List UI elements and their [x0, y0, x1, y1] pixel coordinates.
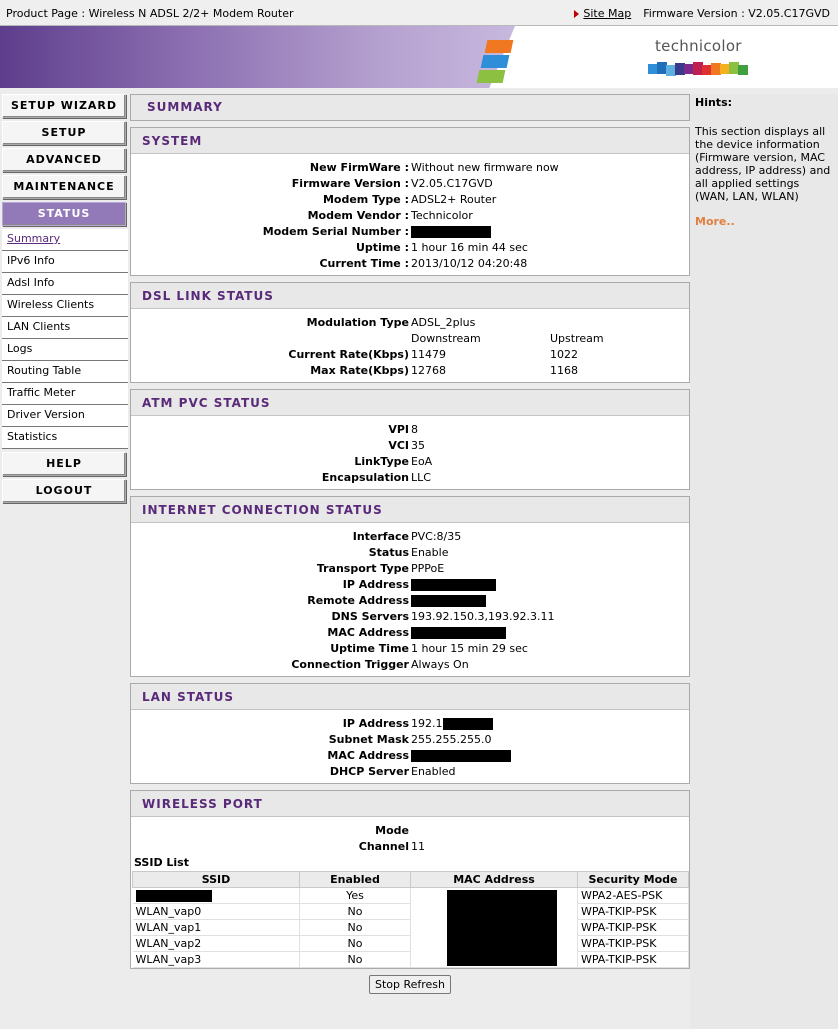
atm-row: VCI 35 — [388, 439, 425, 452]
nav-advanced[interactable]: ADVANCED — [2, 148, 126, 172]
nav-setup-wizard[interactable]: SETUP WIZARD — [2, 94, 126, 118]
lan-row: Subnet Mask 255.255.255.0 — [328, 733, 492, 746]
internet-row: Uptime Time 1 hour 15 min 29 sec — [330, 642, 528, 655]
table-row: Yes WPA2-AES-PSK — [133, 888, 689, 904]
main-content — [130, 94, 690, 994]
firmware-version-value: V2.05.C17GVD — [748, 7, 830, 20]
wireless-mode-row: Mode — [375, 824, 409, 837]
site-map-link[interactable]: Site Map — [583, 7, 632, 20]
technicolor-logo-icon — [648, 60, 756, 78]
nav-maintenance[interactable]: MAINTENANCE — [2, 175, 126, 199]
column-header: Security Mode — [578, 872, 689, 888]
internet-section — [130, 496, 690, 677]
atm-row: Encapsulation LLC — [321, 471, 431, 484]
subnav-driver-version[interactable]: Driver Version — [2, 405, 128, 427]
atm-row: LinkType EoA — [354, 455, 433, 468]
redacted-mac-list — [447, 890, 557, 966]
sidebar — [2, 94, 128, 506]
subnav-adsl-info[interactable]: Adsl Info — [2, 273, 128, 295]
ssid-table — [132, 871, 689, 968]
internet-row: DNS Servers 193.92.150.3,193.92.3.11 — [331, 610, 555, 623]
redacted-mac — [411, 627, 506, 639]
atm-row: VPI 8 — [388, 423, 418, 436]
hints-text: This section displays all the device information (Firmware version, MAC address, IP address) and all applied settings (WAN, LAN, WLAN) — [695, 125, 831, 203]
max-rate-row: Max Rate(Kbps) 12768 1168 — [310, 364, 578, 377]
subnav-wireless-clients[interactable]: Wireless Clients — [2, 295, 128, 317]
dsl-section — [130, 282, 690, 383]
table-row: WLAN_vap2 No WPA-TKIP-PSK — [133, 936, 689, 952]
subnav-routing-table[interactable]: Routing Table — [2, 361, 128, 383]
internet-row: MAC Address — [131, 625, 689, 641]
wireless-section-title: WIRELESS PORT — [131, 791, 689, 817]
brand-stripes-icon — [476, 40, 512, 86]
direction-header-row: Downstream Upstream — [411, 332, 604, 345]
system-row: Uptime : 1 hour 16 min 44 sec — [356, 241, 528, 254]
stop-refresh-button[interactable]: Stop Refresh — [369, 975, 451, 994]
internet-row: Transport Type PPPoE — [316, 562, 445, 575]
system-section — [130, 127, 690, 276]
internet-row: Status Enable — [368, 546, 449, 559]
redacted-serial — [411, 226, 491, 238]
subnav-lan-clients[interactable]: LAN Clients — [2, 317, 128, 339]
system-row: Modem Serial Number : — [131, 224, 689, 240]
lan-row: MAC Address — [131, 748, 689, 764]
topbar-right — [574, 7, 830, 20]
redacted-lan-ip — [443, 718, 493, 730]
hints-panel — [690, 94, 838, 1029]
redacted-ip — [411, 579, 496, 591]
product-page-title: Product Page : Wireless N ADSL 2/2+ Modem Router — [6, 7, 294, 20]
subnav-summary[interactable]: Summary — [2, 229, 128, 251]
subnav-ipv6-info[interactable]: IPv6 Info — [2, 251, 128, 273]
table-row: WLAN_vap1 No WPA-TKIP-PSK — [133, 920, 689, 936]
system-row: New FirmWare : Without new firmware now — [309, 161, 559, 174]
lan-section-title: LAN STATUS — [131, 684, 689, 710]
header-banner — [0, 26, 838, 88]
status-submenu — [2, 229, 128, 449]
lan-row: DHCP Server Enabled — [329, 765, 456, 778]
system-section-title: SYSTEM — [131, 128, 689, 154]
subnav-logs[interactable]: Logs — [2, 339, 128, 361]
redacted-ssid — [136, 890, 212, 902]
nav-logout[interactable]: LOGOUT — [2, 479, 126, 503]
nav-help[interactable]: HELP — [2, 452, 126, 476]
hints-more-link[interactable]: More.. — [695, 215, 735, 228]
nav-status[interactable]: STATUS — [2, 202, 126, 226]
page-title: SUMMARY — [130, 94, 690, 121]
column-header: MAC Address — [411, 872, 578, 888]
arrow-right-icon — [574, 10, 579, 18]
ssid-list-label: SSID List — [134, 856, 189, 869]
top-bar — [0, 0, 838, 26]
internet-section-title: INTERNET CONNECTION STATUS — [131, 497, 689, 523]
lan-section — [130, 683, 690, 784]
system-row: Modem Type : ADSL2+ Router — [322, 193, 497, 206]
column-header: Enabled — [300, 872, 411, 888]
hints-title: Hints: — [695, 96, 733, 109]
internet-row: Connection Trigger Always On — [291, 658, 469, 671]
current-rate-row: Current Rate(Kbps) 11479 1022 — [288, 348, 578, 361]
firmware-version-label: Firmware Version : — [643, 7, 745, 20]
dsl-section-title: DSL LINK STATUS — [131, 283, 689, 309]
redacted-remote-ip — [411, 595, 486, 607]
banner-gradient — [0, 26, 515, 88]
column-header: SSID — [133, 872, 300, 888]
wireless-channel-row: Channel 11 — [358, 840, 425, 853]
nav-setup[interactable]: SETUP — [2, 121, 126, 145]
internet-row: IP Address — [131, 577, 689, 593]
internet-row: Remote Address — [131, 593, 689, 609]
technicolor-logo: technicolor — [655, 37, 742, 55]
wireless-section — [130, 790, 690, 969]
subnav-statistics[interactable]: Statistics — [2, 427, 128, 449]
system-row: Firmware Version : V2.05.C17GVD — [291, 177, 493, 190]
atm-section-title: ATM PVC STATUS — [131, 390, 689, 416]
system-row: Modem Vendor : Technicolor — [307, 209, 473, 222]
lan-row: IP Address 192.1 — [131, 716, 689, 732]
table-row: WLAN_vap3 No WPA-TKIP-PSK — [133, 952, 689, 968]
redacted-lan-mac — [411, 750, 511, 762]
table-row: WLAN_vap0 No WPA-TKIP-PSK — [133, 904, 689, 920]
system-row: Current Time : 2013/10/12 04:20:48 — [319, 257, 528, 270]
subnav-traffic-meter[interactable]: Traffic Meter — [2, 383, 128, 405]
modulation-row: Modulation Type ADSL_2plus — [306, 316, 476, 329]
internet-row: Interface PVC:8/35 — [352, 530, 462, 543]
atm-section — [130, 389, 690, 490]
